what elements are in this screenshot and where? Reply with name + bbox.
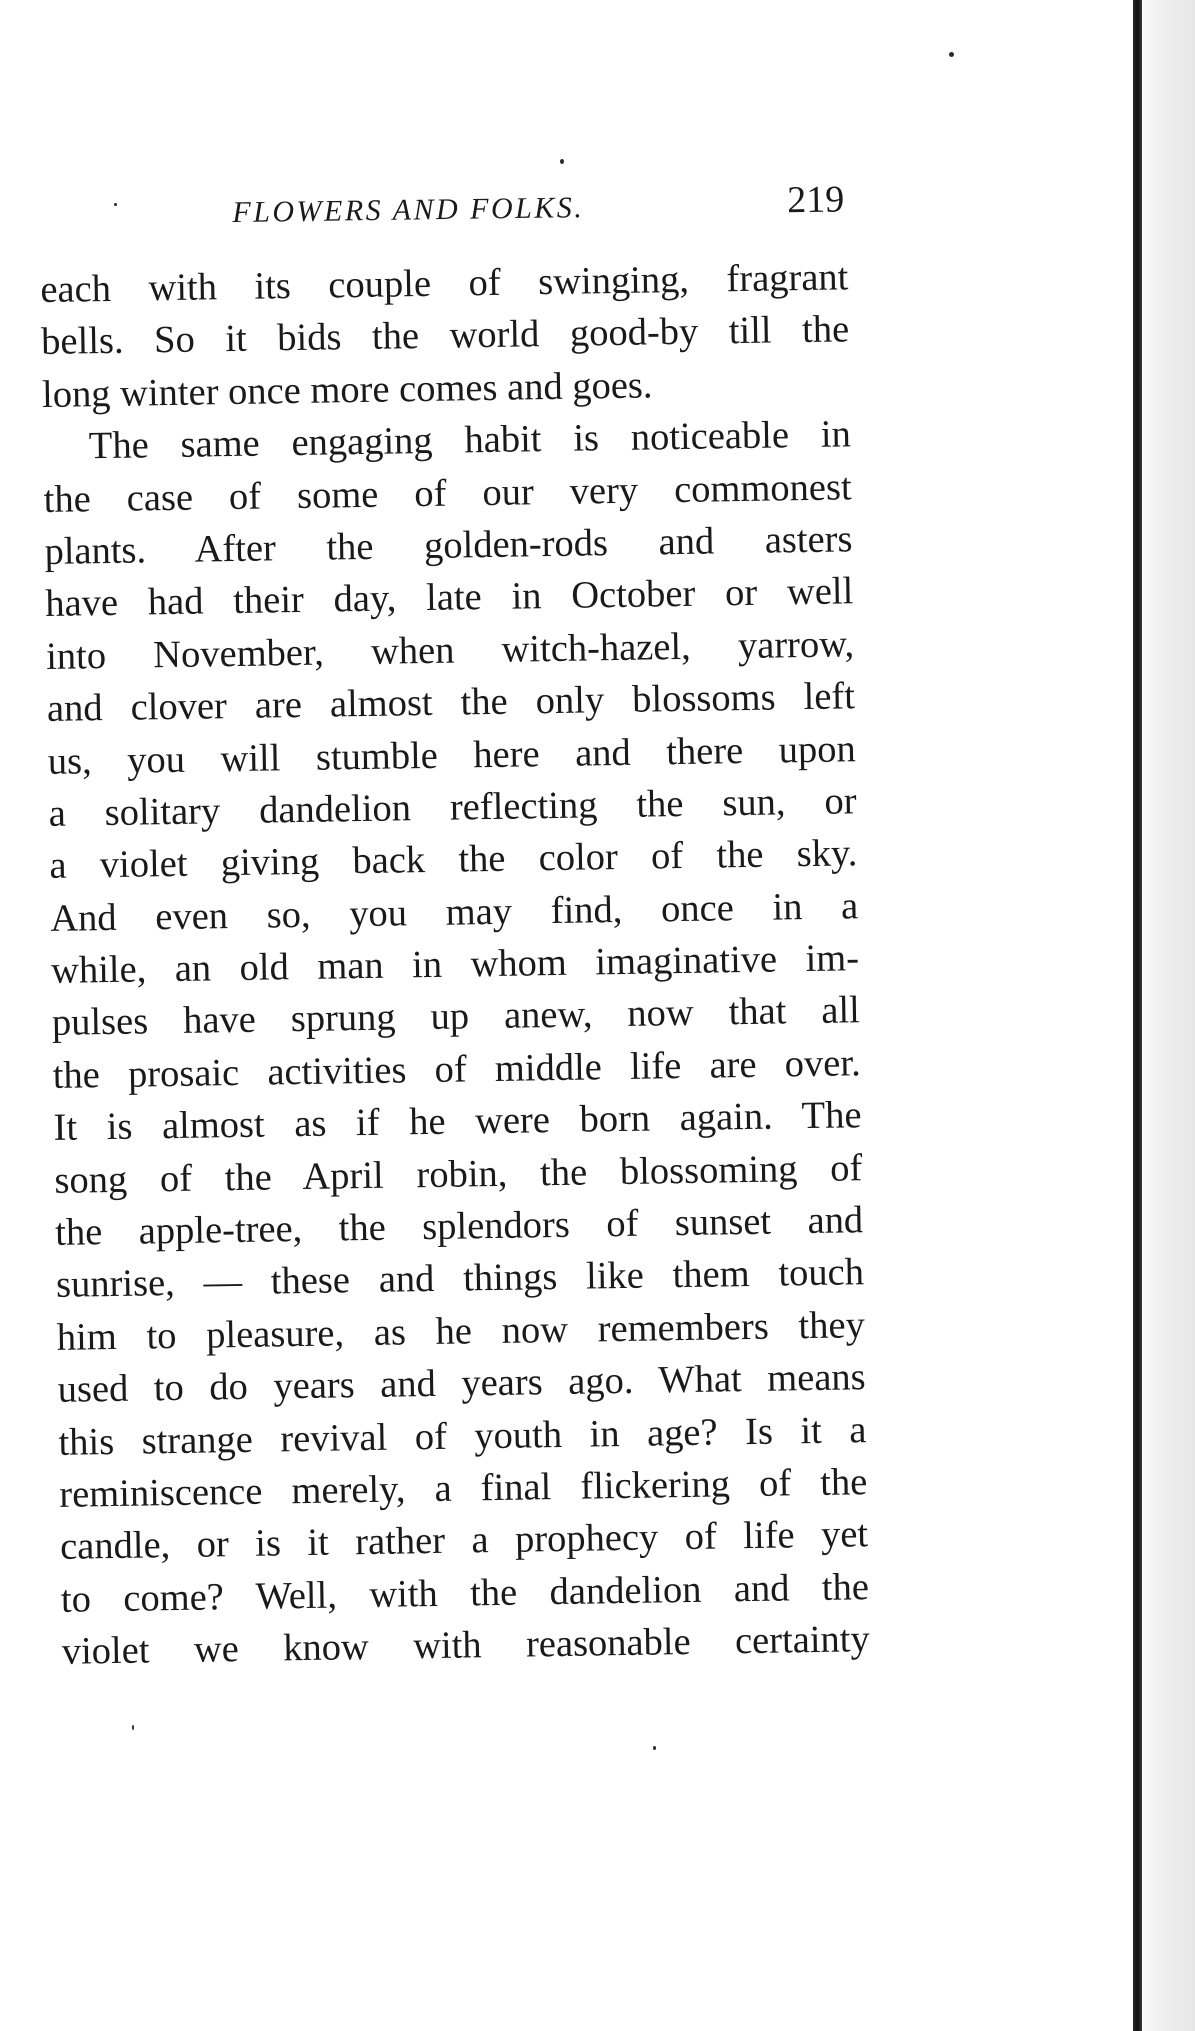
- text-line: each with its couple of swinging, fragrant: [40, 256, 849, 311]
- text-line: reminiscence merely, a final flickering of the: [59, 1461, 868, 1516]
- text-line: It is almost as if he were born again. The: [53, 1094, 862, 1150]
- page-header: [232, 177, 845, 236]
- text-line: bells. So it bids the world good-by till the: [40, 308, 850, 364]
- text-line: this strange revival of youth in age? Is it a: [58, 1408, 867, 1464]
- text-line: violet we know with reasonable certainty: [61, 1618, 871, 1673]
- text-line: The same engaging habit is noticeable in: [88, 413, 852, 468]
- ink-speck: [653, 1746, 656, 1750]
- text-line: while, an old man in whom imaginative im-: [50, 937, 860, 992]
- text-line: and clover are almost the only blossoms left: [46, 675, 856, 731]
- text-line: a solitary dandelion reflecting the sun, or: [48, 780, 857, 835]
- page-number: 219: [786, 178, 845, 222]
- text-line: have had their day, late in October or well: [45, 570, 854, 626]
- page-gutter-shadow: [1137, 0, 1195, 2031]
- text-line: pulses have sprung up anew, now that all: [51, 989, 861, 1045]
- text-line: the prosaic activities of middle life are over.: [52, 1042, 861, 1097]
- text-line: into November, when witch-hazel, yarrow,: [45, 622, 855, 678]
- running-head: FLOWERS AND FOLKS.: [232, 191, 585, 229]
- binding-edge: [1133, 0, 1142, 2031]
- text-line: plants. After the golden-rods and asters: [44, 518, 853, 573]
- text-line: the apple-tree, the splendors of sunset and: [54, 1199, 864, 1254]
- text-line: candle, or is it rather a prophecy of life yet: [59, 1513, 869, 1569]
- text-line: the case of some of our very commonest: [43, 465, 852, 521]
- text-line: And even so, you may find, once in a: [49, 884, 859, 940]
- ink-speck: [560, 159, 564, 164]
- text-line: a violet giving back the color of the sky.: [49, 832, 858, 888]
- text-line: long winter once more comes and goes.: [41, 364, 653, 416]
- body-text: [40, 251, 870, 1678]
- ink-speck: [949, 52, 954, 57]
- text-line: him to pleasure, as he now remembers they: [56, 1303, 866, 1359]
- ink-speck: [132, 1725, 134, 1730]
- text-line: sunrise, — these and things like them touch: [55, 1251, 865, 1307]
- text-line: to come? Well, with the dandelion and the: [60, 1565, 870, 1621]
- text-line: used to do years and years ago. What means: [57, 1356, 866, 1412]
- text-line: us, you will stumble here and there upon: [47, 727, 857, 783]
- ink-speck: [114, 203, 117, 206]
- text-line: song of the April robin, the blossoming of: [54, 1146, 863, 1202]
